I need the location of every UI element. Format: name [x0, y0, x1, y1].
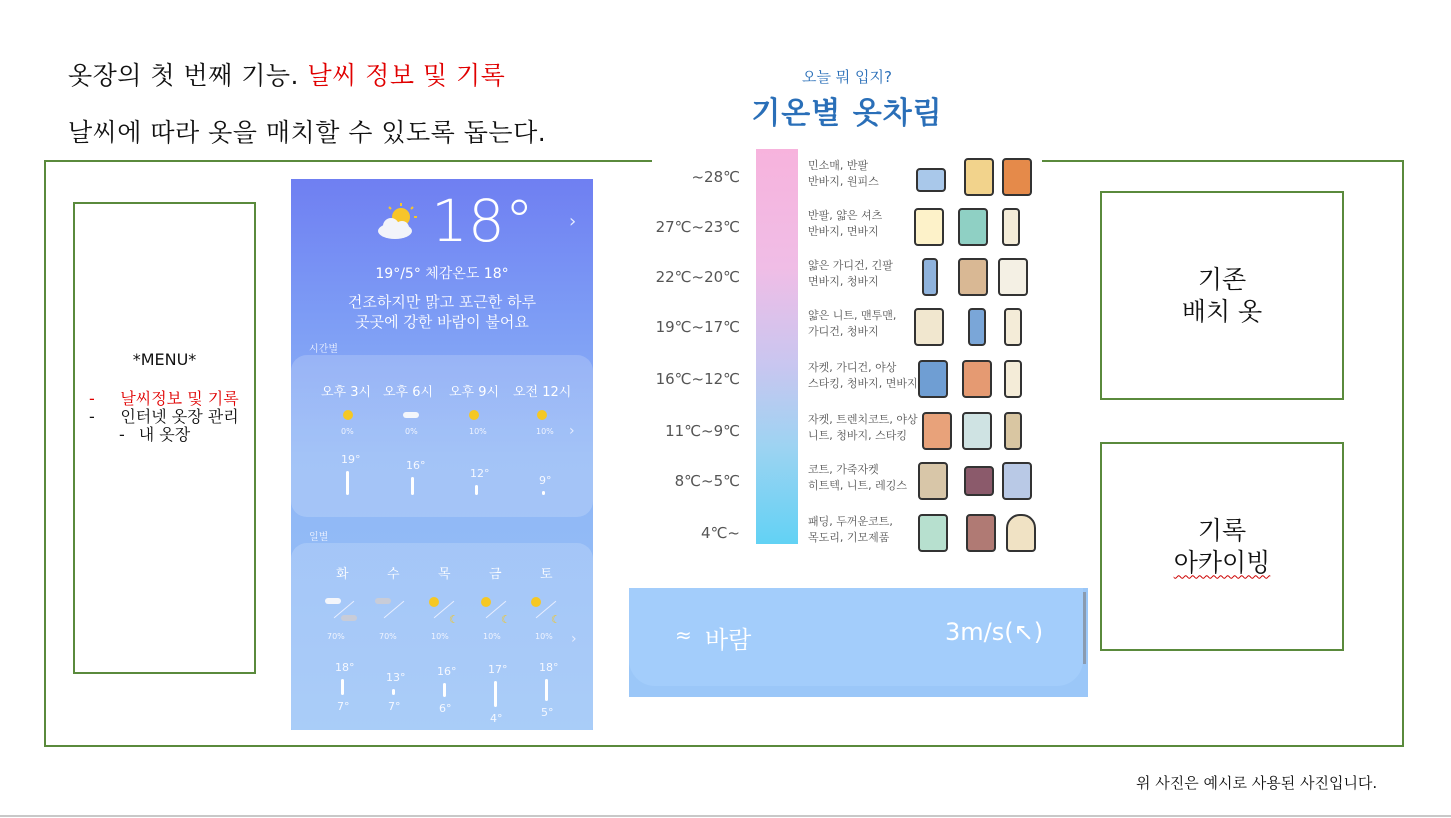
day-high: 16° — [437, 665, 457, 678]
day-temp-bar — [341, 679, 344, 695]
sun-icon — [429, 597, 439, 607]
wind-label: 바람 — [705, 626, 752, 654]
hour-time: 오후 6시 — [383, 385, 434, 400]
row-clothes — [808, 308, 920, 340]
row-temp: ~28℃ — [691, 168, 740, 186]
hour-temp-bar — [411, 477, 414, 495]
longsleeve-icon — [958, 258, 988, 296]
cloud-icon — [403, 412, 419, 418]
moon-icon: ☾ — [501, 613, 511, 626]
weather-desc-line2: 곳곳에 강한 바람이 불어요 — [355, 313, 529, 331]
row-clothes — [808, 258, 920, 290]
daily-card[interactable] — [291, 543, 593, 743]
row-temp: 8℃~5℃ — [674, 472, 740, 490]
weather-screenshot — [291, 179, 593, 730]
menu-item-online-closet[interactable] — [75, 408, 254, 426]
row-line1: 얇은 니트, 맨투맨, — [808, 309, 897, 322]
hour-precip: 10% — [469, 427, 487, 436]
vest-icon — [966, 514, 996, 552]
day-precip: 10% — [535, 632, 553, 641]
moon-icon: ☾ — [551, 613, 561, 626]
row-temp: 4℃~ — [701, 524, 740, 542]
hour-precip: 0% — [405, 427, 418, 436]
weather-desc-line1: 건조하지만 맑고 포근한 하루 — [347, 293, 537, 311]
clothes-row — [652, 156, 1042, 206]
row-line1: 얇은 가디건, 긴팔 — [808, 259, 893, 272]
row-clothes — [808, 208, 920, 240]
cloud-icon — [325, 598, 341, 604]
partly-sunny-icon — [375, 203, 423, 243]
hour-temp: 16° — [406, 459, 426, 472]
footnote: 위 사진은 예시로 사용된 사진입니다. — [1136, 774, 1378, 792]
clothes-chart-subtitle: 오늘 뭐 입지? — [802, 68, 892, 86]
menu-item-weather[interactable] — [75, 390, 254, 408]
jacket-icon — [918, 360, 948, 398]
row-line2: 가디건, 청바지 — [808, 325, 879, 338]
clothes-row — [652, 410, 1042, 460]
bottom-divider — [0, 815, 1451, 817]
row-clothes — [808, 158, 920, 190]
hour-precip: 0% — [341, 427, 354, 436]
menu-item-label: 내 옷장 — [138, 425, 191, 444]
day-temp-bar — [545, 679, 548, 701]
day-high: 18° — [335, 661, 355, 674]
hour-temp-bar — [475, 485, 478, 495]
page-subtitle: 날씨에 따라 옷을 매치할 수 있도록 돕는다. — [68, 118, 547, 147]
row-line1: 자켓, 가디건, 야상 — [808, 361, 897, 374]
hour-temp: 19° — [341, 453, 361, 466]
row-clothes — [808, 462, 920, 494]
row-line1: 패딩, 두꺼운코트, — [808, 515, 893, 528]
row-line2: 스타킹, 청바지, 면바지 — [808, 377, 918, 390]
moon-icon: ☾ — [449, 613, 459, 626]
row-line2: 반바지, 면바지 — [808, 225, 879, 238]
menu-panel — [73, 202, 256, 674]
day-low: 7° — [337, 700, 350, 713]
clothes-row — [652, 358, 1042, 408]
cardigan-icon — [998, 258, 1028, 296]
row-temp: 27℃~23℃ — [655, 218, 740, 236]
day-precip: 10% — [431, 632, 449, 641]
clothes-row — [652, 460, 1042, 510]
day-name: 수 — [387, 567, 400, 582]
sun-icon — [343, 410, 353, 420]
row-line2: 반바지, 원피스 — [808, 175, 879, 188]
menu-dash: - — [89, 389, 95, 408]
day-temp-bar — [494, 681, 497, 707]
row-line2: 히트텍, 니트, 레깅스 — [808, 479, 907, 492]
existing-clothes-box[interactable] — [1100, 191, 1344, 400]
sleeveless-icon — [964, 158, 994, 196]
hour-temp: 12° — [470, 467, 490, 480]
day-low: 5° — [541, 706, 554, 719]
current-temperature: 18° — [431, 187, 534, 255]
shorts-icon — [916, 168, 946, 192]
padding-jacket-icon — [918, 514, 948, 552]
day-high: 18° — [539, 661, 559, 674]
day-temp-bar — [443, 683, 446, 697]
shirt-icon — [914, 208, 944, 246]
day-low: 4° — [490, 712, 503, 725]
pants-icon — [1004, 360, 1022, 398]
hourly-label: 시간별 — [309, 344, 338, 355]
pants-icon — [1004, 412, 1022, 450]
gloves-icon — [964, 466, 994, 496]
hour-temp-bar — [346, 471, 349, 495]
clothes-row — [652, 256, 1042, 306]
row-line1: 코트, 가죽자켓 — [808, 463, 879, 476]
daily-label: 일별 — [309, 532, 329, 543]
menu-list — [75, 390, 254, 444]
weather-description — [291, 292, 593, 332]
hanger-icon — [1002, 462, 1032, 500]
wind-widget — [629, 588, 1088, 697]
day-precip: 70% — [327, 632, 345, 641]
clothes-row — [652, 206, 1042, 256]
clothes-by-temperature-image — [652, 56, 1042, 576]
hour-time: 오전 12시 — [513, 385, 572, 400]
day-high: 17° — [488, 663, 508, 676]
trench-coat-icon — [922, 412, 952, 450]
menu-item-label: 날씨정보 및 기록 — [120, 389, 239, 408]
wind-value: 3m/s(↖) — [945, 618, 1044, 646]
row-line2: 니트, 청바지, 스타킹 — [808, 429, 907, 442]
chevron-right-icon[interactable]: › — [569, 211, 577, 232]
row-temp: 11℃~9℃ — [665, 422, 740, 440]
beanie-icon — [1006, 514, 1036, 552]
row-line1: 반팔, 얇은 셔츠 — [808, 209, 883, 222]
archive-line1: 기록 — [1197, 515, 1247, 545]
day-precip: 10% — [483, 632, 501, 641]
pants-icon — [1004, 308, 1022, 346]
jeans-icon — [968, 308, 986, 346]
day-precip: 70% — [379, 632, 397, 641]
menu-item-label: 인터넷 옷장 관리 — [120, 407, 239, 426]
page-title — [68, 56, 505, 92]
chevron-right-icon[interactable]: › — [571, 631, 577, 647]
hour-time: 오후 3시 — [321, 385, 372, 400]
archive-line2: 아카이빙 — [1173, 547, 1271, 577]
row-clothes — [808, 360, 920, 392]
rain-cloud-icon — [375, 598, 391, 604]
row-clothes — [808, 514, 920, 546]
day-name: 목 — [438, 567, 451, 582]
hourly-card[interactable] — [291, 355, 593, 517]
hour-temp-bar — [542, 491, 545, 495]
row-temp: 22℃~20℃ — [655, 268, 740, 286]
scrollbar[interactable] — [1083, 592, 1086, 664]
hour-precip: 10% — [536, 427, 554, 436]
menu-title: *MENU* — [132, 350, 197, 369]
row-line2: 면바지, 청바지 — [808, 275, 879, 288]
coat-icon — [918, 462, 948, 500]
dress-icon — [1002, 158, 1032, 196]
row-temp: 19℃~17℃ — [655, 318, 740, 336]
knit-icon — [914, 308, 944, 346]
row-temp: 16℃~12℃ — [655, 370, 740, 388]
menu-dash: - — [89, 407, 95, 426]
row-clothes — [808, 412, 920, 444]
day-name: 토 — [540, 567, 553, 582]
hour-temp: 9° — [539, 474, 552, 487]
day-name: 화 — [336, 567, 349, 582]
sun-icon — [537, 410, 547, 420]
menu-dash: - — [119, 425, 125, 444]
existing-clothes-line2: 배치 옷 — [1181, 296, 1263, 326]
day-temp-bar — [392, 689, 395, 695]
hour-time: 오후 9시 — [449, 385, 500, 400]
clothes-row — [652, 306, 1042, 356]
clothes-chart-title: 기온별 옷차림 — [751, 96, 943, 131]
day-name: 금 — [489, 567, 502, 582]
hoodie-icon — [962, 360, 992, 398]
row-line1: 자켓, 트렌치코트, 야상 — [808, 413, 918, 426]
temp-range: 19°/5° 체감온도 18° — [375, 266, 509, 282]
title-accent: 날씨 정보 및 기록 — [307, 61, 506, 90]
tshirt-icon — [958, 208, 988, 246]
field-jacket-icon — [962, 412, 992, 450]
row-line2: 목도리, 기모제품 — [808, 531, 890, 544]
sun-icon — [481, 597, 491, 607]
rain-cloud-icon — [341, 615, 357, 621]
chevron-right-icon[interactable]: › — [569, 423, 575, 439]
title-prefix: 옷장의 첫 번째 기능. — [68, 61, 308, 90]
clothes-row — [652, 512, 1042, 562]
existing-clothes-line1: 기존 — [1197, 264, 1247, 294]
day-low: 7° — [388, 700, 401, 713]
archive-box[interactable] — [1100, 442, 1344, 651]
wind-icon: ≈ — [675, 623, 692, 647]
jeans-icon — [922, 258, 938, 296]
pants-icon — [1002, 208, 1020, 246]
sun-icon — [469, 410, 479, 420]
row-line1: 민소매, 반팔 — [808, 159, 869, 172]
menu-item-my-closet[interactable] — [75, 426, 254, 444]
sun-icon — [531, 597, 541, 607]
day-low: 6° — [439, 702, 452, 715]
day-high: 13° — [386, 671, 406, 684]
